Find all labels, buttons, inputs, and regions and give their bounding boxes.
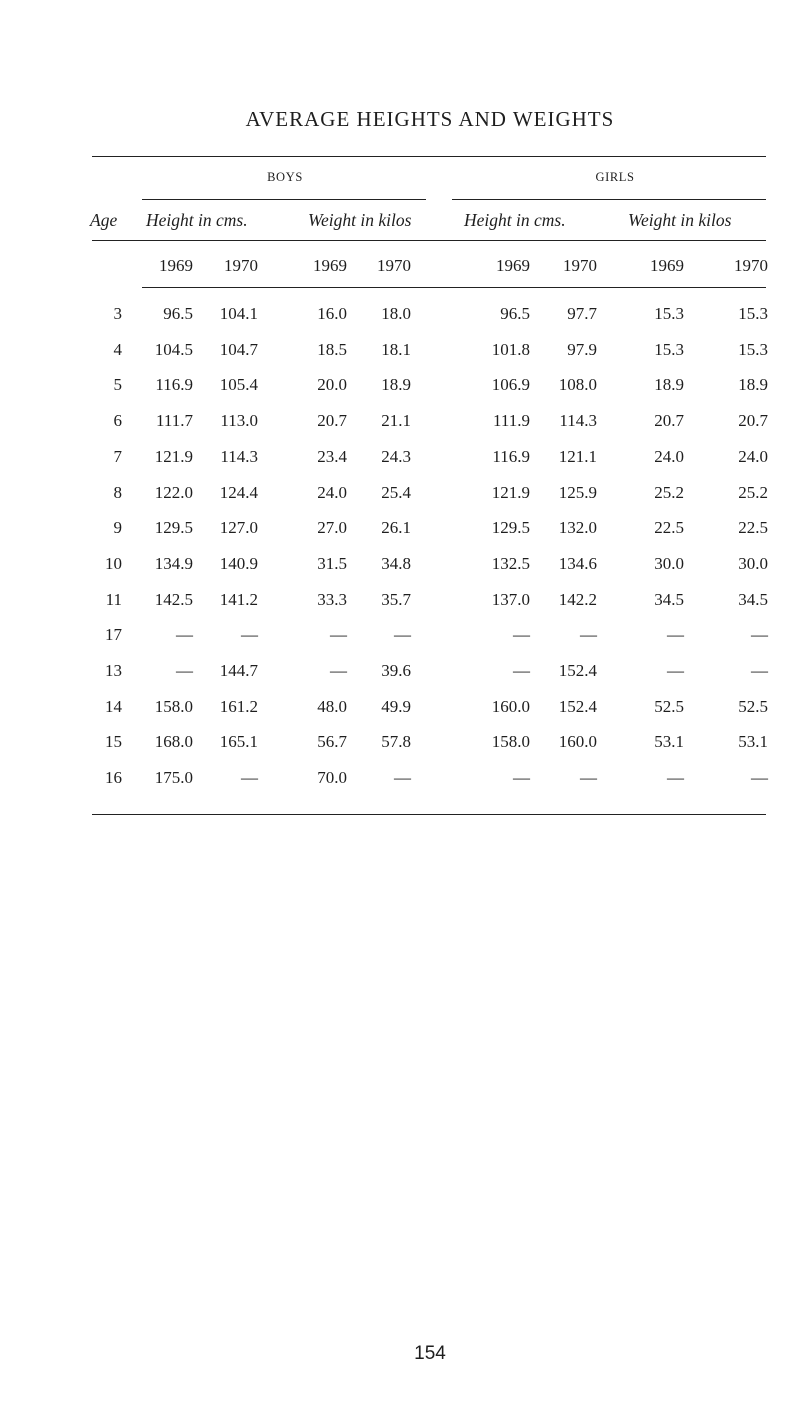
table-cell: 106.9: [491, 375, 530, 395]
table-cell: 97.9: [567, 339, 597, 359]
table-cell: 168.0: [154, 732, 193, 752]
age-cell: 13: [105, 661, 122, 680]
boys-weight-header: Weight in kilos: [308, 210, 412, 230]
table-cell: 105.4: [219, 375, 258, 395]
table-cell: —: [176, 625, 193, 645]
table-cell: —: [667, 768, 684, 788]
page-number: 154: [414, 1343, 446, 1364]
year-rule: [142, 287, 766, 288]
table-cell: 129.5: [491, 518, 530, 538]
table-cell: —: [513, 661, 530, 680]
table-cell: 152.4: [558, 696, 597, 716]
table-cell: 24.0: [317, 482, 347, 502]
table-cell: 34.5: [738, 589, 768, 609]
table-cell: 104.5: [154, 339, 193, 359]
year-header: 1969: [313, 256, 347, 275]
table-cell: 18.5: [317, 339, 347, 359]
table-cell: 21.1: [381, 411, 411, 431]
table-cell: 52.5: [738, 696, 768, 716]
table-cell: 20.7: [317, 411, 347, 431]
table-cell: 141.2: [219, 589, 258, 609]
table-cell: 15.3: [654, 339, 684, 359]
table-cell: 34.5: [654, 589, 684, 609]
age-cell: 5: [113, 375, 122, 395]
boys-height-header: Height in cms.: [146, 210, 248, 230]
table-cell: 144.7: [219, 661, 258, 680]
table-cell: 49.9: [381, 696, 411, 716]
table-cell: 20.0: [317, 375, 347, 395]
table-cell: 24.3: [381, 446, 411, 466]
page-title: AVERAGE HEIGHTS AND WEIGHTS: [245, 107, 615, 131]
table-cell: —: [241, 768, 258, 788]
age-cell: 3: [113, 304, 122, 323]
table-cell: 104.7: [219, 339, 258, 359]
table-cell: 175.0: [154, 768, 193, 788]
table-cell: 160.0: [491, 696, 530, 716]
table-cell: 57.8: [381, 732, 411, 752]
age-cell: 4: [113, 339, 122, 359]
table-cell: 18.1: [381, 339, 411, 359]
table-cell: 134.6: [558, 553, 597, 573]
table-cell: 15.3: [654, 304, 684, 323]
table-cell: 113.0: [220, 411, 258, 431]
table-cell: 53.1: [654, 732, 684, 752]
year-header: 1969: [159, 256, 193, 275]
table-cell: 26.1: [381, 518, 411, 538]
table-cell: 70.0: [317, 768, 347, 788]
table-cell: 27.0: [317, 518, 347, 538]
table-cell: 20.7: [738, 411, 768, 431]
table-cell: 158.0: [491, 732, 530, 752]
table-cell: 160.0: [558, 732, 597, 752]
age-cell: 8: [113, 482, 122, 502]
table-cell: 18.9: [381, 375, 411, 395]
table-cell: 25.2: [654, 482, 684, 502]
table-cell: 96.5: [163, 304, 193, 323]
girls-header: GIRLS: [595, 170, 635, 184]
boys-group-rule: [142, 199, 426, 200]
table-cell: 137.0: [491, 589, 530, 609]
table-cell: —: [330, 625, 347, 645]
table-cell: 56.7: [317, 732, 347, 752]
table-cell: 111.7: [156, 411, 193, 431]
table-cell: 33.3: [317, 589, 347, 609]
table-cell: 121.9: [154, 446, 193, 466]
year-header: 1970: [377, 256, 411, 275]
girls-group-rule: [452, 199, 766, 200]
year-header: 1970: [224, 256, 258, 275]
table-cell: 23.4: [317, 446, 347, 466]
table-cell: 25.2: [738, 482, 768, 502]
table-cell: 15.3: [738, 304, 768, 323]
age-cell: 15: [105, 732, 122, 752]
table-cell: —: [580, 768, 597, 788]
age-cell: 17: [105, 625, 122, 645]
table-cell: 96.5: [500, 304, 530, 323]
age-cell: 14: [105, 696, 122, 716]
table-cell: 108.0: [558, 375, 597, 395]
table-cell: 97.7: [567, 304, 597, 323]
girls-height-header: Height in cms.: [464, 210, 566, 230]
table-cell: 132.0: [558, 518, 597, 538]
table-cell: 48.0: [317, 696, 347, 716]
year-header: 1969: [650, 256, 684, 275]
age-cell: 11: [105, 589, 122, 609]
table-cell: 18.9: [654, 375, 684, 395]
table-cell: —: [667, 625, 684, 645]
table-cell: 25.4: [381, 482, 411, 502]
age-cell: 9: [113, 518, 122, 538]
table-cell: 121.1: [558, 446, 597, 466]
table-cell: 24.0: [738, 446, 768, 466]
table-cell: 18.0: [381, 304, 411, 323]
table-cell: 114.3: [220, 446, 258, 466]
table-cell: —: [513, 768, 530, 788]
boys-header: BOYS: [267, 170, 303, 184]
table-cell: 104.1: [219, 304, 258, 323]
table-cell: 142.2: [558, 589, 597, 609]
table-cell: 24.0: [654, 446, 684, 466]
table-cell: 124.4: [219, 482, 258, 502]
table-cell: 127.0: [219, 518, 258, 538]
table-cell: 116.9: [492, 446, 530, 466]
table-cell: —: [176, 661, 193, 680]
table-cell: 142.5: [154, 589, 193, 609]
girls-weight-header: Weight in kilos: [628, 210, 732, 230]
table-cell: —: [330, 661, 347, 680]
table-cell: 161.2: [219, 696, 258, 716]
table-cell: 129.5: [154, 518, 193, 538]
age-cell: 6: [113, 411, 122, 431]
table-cell: 125.9: [558, 482, 597, 502]
table-cell: 30.0: [654, 553, 684, 573]
table-cell: 111.9: [493, 411, 530, 431]
table-cell: 35.7: [381, 589, 411, 609]
table-cell: —: [394, 768, 411, 788]
table-cell: 121.9: [491, 482, 530, 502]
top-rule: [92, 156, 766, 157]
table-cell: 15.3: [738, 339, 768, 359]
table-cell: 122.0: [154, 482, 193, 502]
table-cell: —: [751, 661, 768, 680]
table-cell: 114.3: [559, 411, 597, 431]
table-cell: 18.9: [738, 375, 768, 395]
table-cell: —: [580, 625, 597, 645]
age-cell: 7: [113, 446, 122, 466]
table-cell: —: [751, 625, 768, 645]
age-cell: 16: [105, 768, 122, 788]
table-cell: 16.0: [317, 304, 347, 323]
table-cell: —: [513, 625, 530, 645]
table-cell: —: [394, 625, 411, 645]
table-cell: 31.5: [317, 553, 347, 573]
table-cell: 39.6: [381, 661, 411, 680]
table-cell: —: [241, 625, 258, 645]
table-cell: 101.8: [491, 339, 530, 359]
table-cell: 134.9: [154, 553, 193, 573]
year-header: 1970: [563, 256, 597, 275]
age-cell: 10: [105, 553, 122, 573]
table-cell: 165.1: [219, 732, 258, 752]
table-cell: 152.4: [558, 661, 597, 680]
table-cell: 52.5: [654, 696, 684, 716]
table-cell: —: [751, 768, 768, 788]
table-cell: 34.8: [381, 553, 411, 573]
year-header: 1970: [734, 256, 768, 275]
table-cell: 22.5: [738, 518, 768, 538]
table-cell: 132.5: [491, 553, 530, 573]
table-cell: 30.0: [738, 553, 768, 573]
table-cell: 53.1: [738, 732, 768, 752]
table-cell: 20.7: [654, 411, 684, 431]
bottom-rule: [92, 814, 766, 815]
table-cell: 22.5: [654, 518, 684, 538]
table-cell: 140.9: [219, 553, 258, 573]
table-cell: —: [667, 661, 684, 680]
year-header: 1969: [496, 256, 530, 275]
table-cell: 158.0: [154, 696, 193, 716]
subheader-rule: [92, 240, 766, 241]
age-header: Age: [90, 210, 118, 230]
table-cell: 116.9: [155, 375, 193, 395]
